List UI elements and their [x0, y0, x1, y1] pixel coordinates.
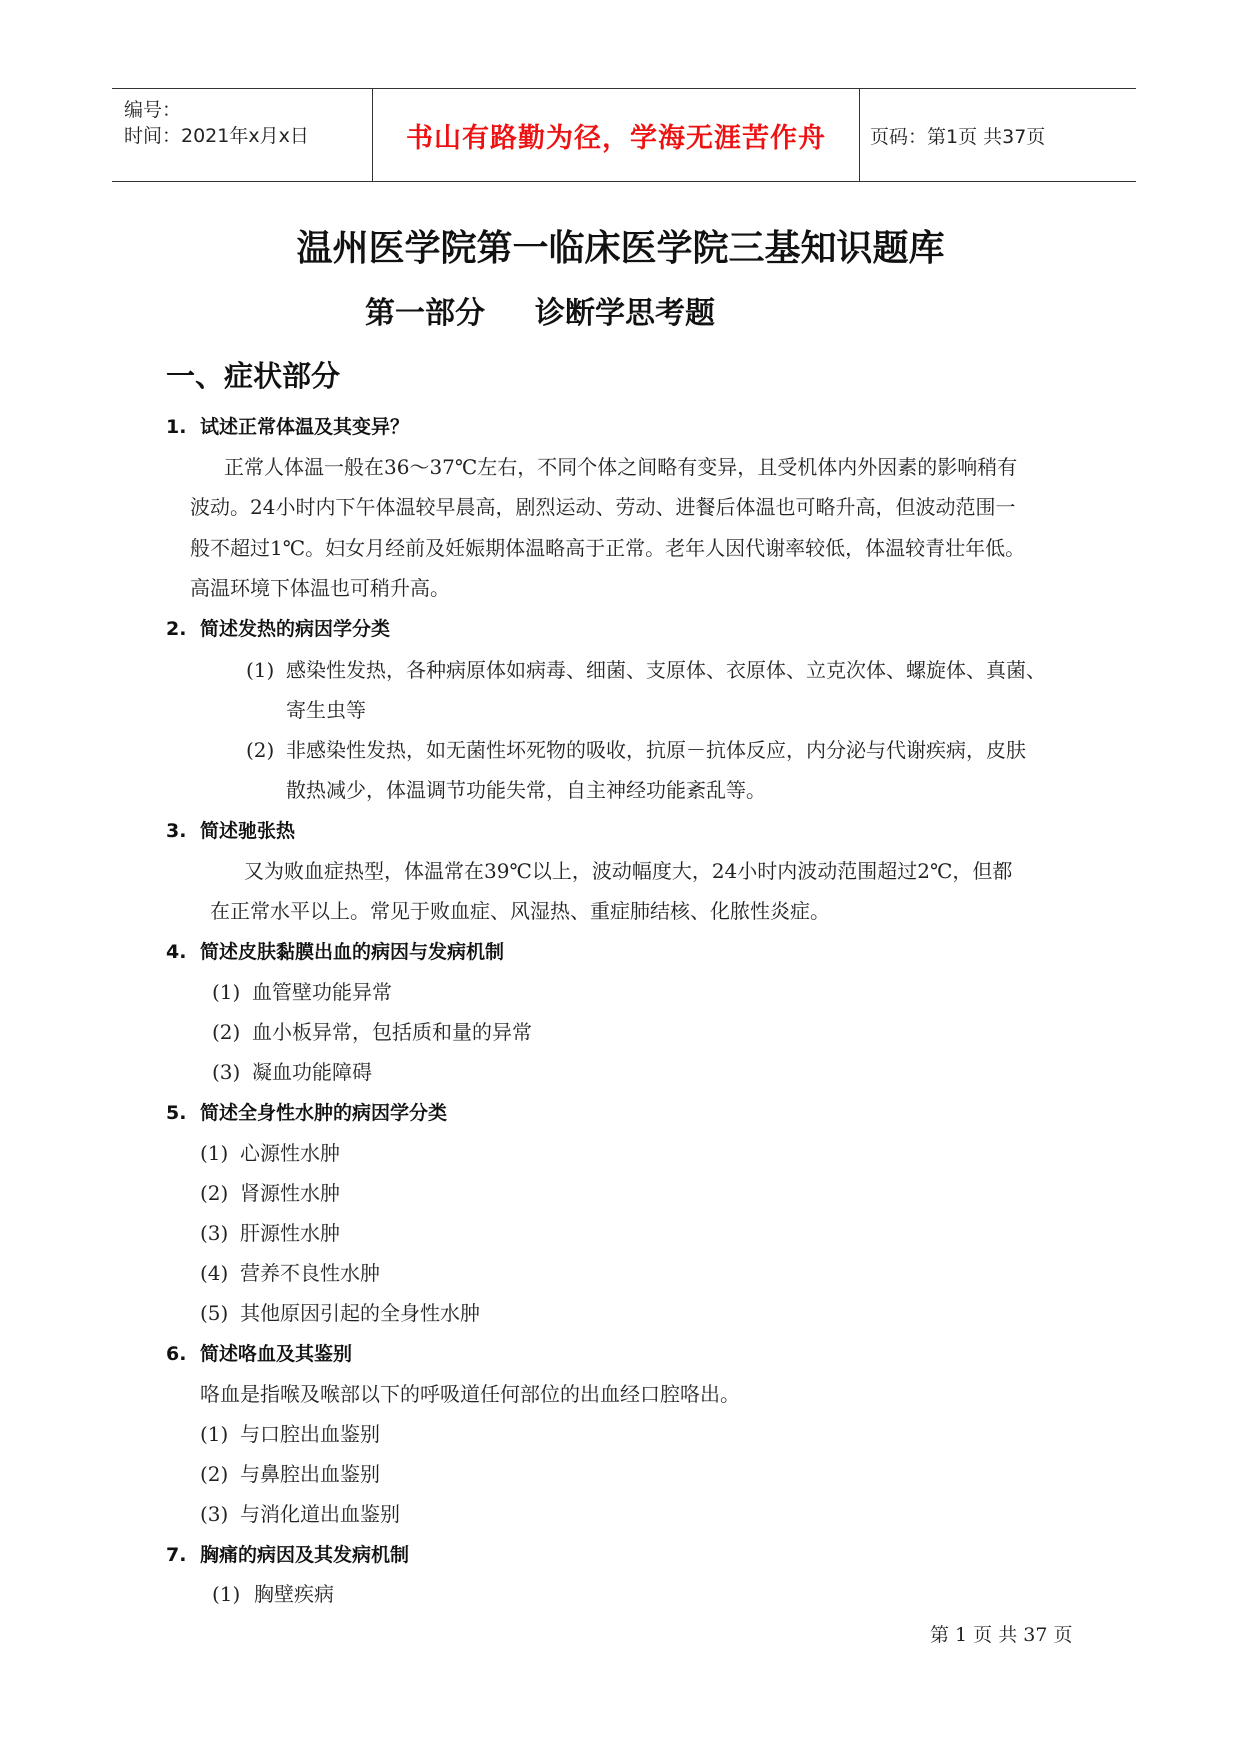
question-title: 简述发热的病因学分类	[200, 618, 391, 640]
page-footer: 第 1 页 共 37 页	[930, 1624, 1073, 1646]
document-time-label: 时间：2021年x月x日	[124, 125, 309, 147]
list-item: (2) 非感染性发热，如无菌性坏死物的吸收，抗原－抗体反应，内分泌与代谢疾病，皮肤	[246, 738, 1026, 762]
list-item: (1) 感染性发热，各种病原体如病毒、细菌、支原体、衣原体、立克次体、螺旋体、真菌、	[246, 658, 1046, 682]
question-heading	[166, 1540, 409, 1567]
list-item: (2) 血小板异常，包括质和量的异常	[212, 1020, 532, 1044]
answer-line: 波动。24小时内下午体温较早晨高，剧烈运动、劳动、进餐后体温也可略升高，但波动范围一	[190, 495, 1016, 519]
question-title: 胸痛的病因及其发病机制	[200, 1544, 410, 1566]
answer-line: 高温环境下体温也可稍升高。	[190, 576, 450, 600]
question-title: 简述咯血及其鉴别	[200, 1343, 353, 1365]
question-number: 3.	[166, 820, 187, 842]
question-heading	[166, 816, 295, 843]
question-number: 4.	[166, 941, 187, 963]
answer-line: 正常人体温一般在36～37℃左右，不同个体之间略有变异，且受机体内外因素的影响稍有	[224, 455, 1018, 479]
list-item: (2) 与鼻腔出血鉴别	[200, 1462, 380, 1486]
answer-line: 般不超过1℃。妇女月经前及妊娠期体温略高于正常。老年人因代谢率较低，体温较青壮年低。	[190, 536, 1026, 560]
header-page-info: 页码：第1页 共37页	[870, 125, 1046, 148]
list-item: (4) 营养不良性水肿	[200, 1261, 380, 1285]
answer-line: 咯血是指喉及喉部以下的呼吸道任何部位的出血经口腔咯出。	[200, 1382, 740, 1406]
list-item: (2) 肾源性水肿	[200, 1181, 340, 1205]
list-item: (1) 胸壁疾病	[212, 1582, 334, 1606]
header-motto: 书山有路勤为径，学海无涯苦作舟	[406, 122, 826, 154]
question-number: 1.	[166, 416, 187, 438]
question-number: 7.	[166, 1544, 187, 1566]
question-heading	[166, 412, 409, 439]
question-title: 简述皮肤黏膜出血的病因与发病机制	[200, 941, 505, 963]
list-item-continuation: 散热减少，体温调节功能失常，自主神经功能紊乱等。	[286, 778, 766, 802]
question-number: 5.	[166, 1102, 187, 1124]
question-heading	[166, 614, 390, 641]
list-item: (3) 凝血功能障碍	[212, 1060, 372, 1084]
document-number-label: 编号：	[124, 99, 182, 121]
answer-line: 又为败血症热型，体温常在39℃以上，波动幅度大，24小时内波动范围超过2℃，但都	[244, 859, 1013, 883]
list-item: (3) 与消化道出血鉴别	[200, 1502, 400, 1526]
list-item: (5) 其他原因引起的全身性水肿	[200, 1301, 480, 1325]
header-motto-cell	[372, 89, 860, 181]
document-header	[112, 88, 1136, 182]
question-heading	[166, 937, 504, 964]
subtitle-part: 第一部分	[365, 296, 485, 331]
header-page-cell	[858, 89, 1136, 181]
question-heading	[166, 1339, 352, 1366]
answer-line: 在正常水平以上。常见于败血症、风湿热、重症肺结核、化脓性炎症。	[210, 899, 830, 923]
question-number: 2.	[166, 618, 187, 640]
question-title: 简述全身性水肿的病因学分类	[200, 1102, 448, 1124]
header-meta-cell	[112, 89, 372, 181]
document-title: 温州医学院第一临床医学院三基知识题库	[296, 228, 945, 269]
question-title: 试述正常体温及其变异？	[200, 416, 410, 438]
question-number: 6.	[166, 1343, 187, 1365]
question-title: 简述驰张热	[200, 820, 296, 842]
list-item: (3) 肝源性水肿	[200, 1221, 340, 1245]
list-item: (1) 血管壁功能异常	[212, 980, 392, 1004]
document-subtitle	[365, 288, 715, 332]
section-heading: 一、症状部分	[166, 359, 341, 393]
list-item: (1) 心源性水肿	[200, 1141, 340, 1165]
list-item-continuation: 寄生虫等	[286, 698, 366, 722]
list-item: (1) 与口腔出血鉴别	[200, 1422, 380, 1446]
question-heading	[166, 1098, 447, 1125]
subtitle-topic: 诊断学思考题	[535, 296, 715, 331]
